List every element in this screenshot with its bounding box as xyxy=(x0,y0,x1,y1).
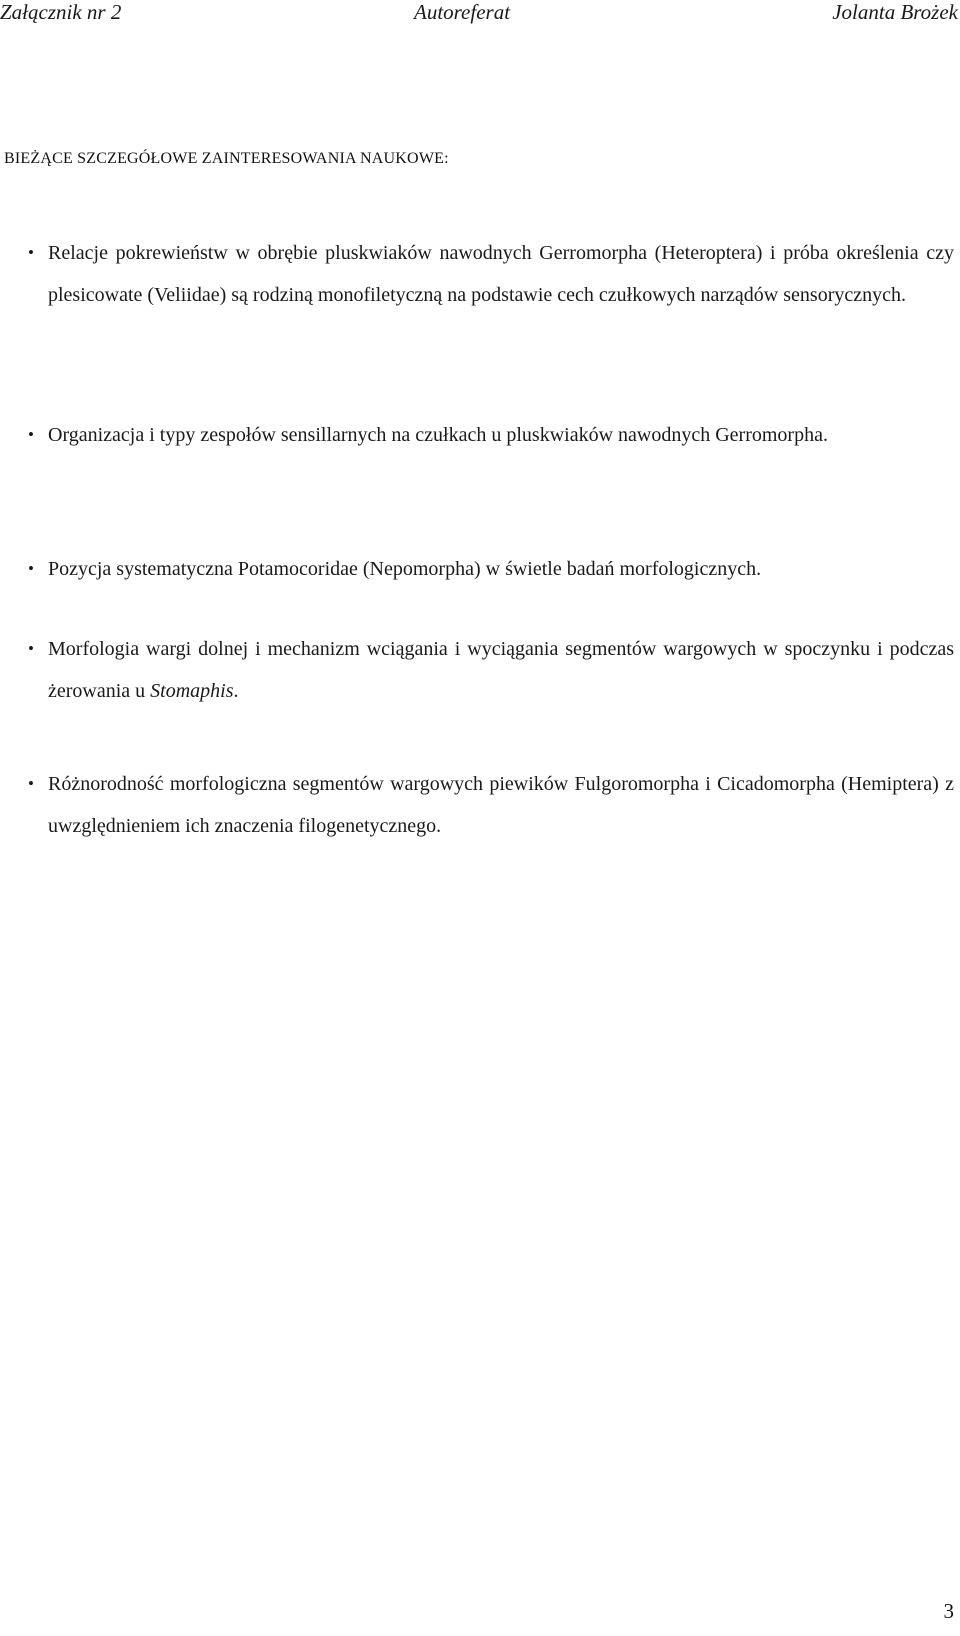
interest-item xyxy=(28,548,954,590)
header-author-name: Jolanta Brożek xyxy=(832,0,958,24)
interest-item-text: Różnorodność morfologiczna segmentów wargowych piewików Fulgoromorpha i Cicadomorpha (Hemiptera) z uwzględnieniem ich znaczenia filogenetycznego. xyxy=(48,773,954,837)
page-number: 3 xyxy=(943,1599,954,1623)
interest-item xyxy=(28,628,954,712)
interest-item xyxy=(28,763,954,847)
genus-name: Stomaphis xyxy=(150,680,234,702)
bullet-icon: • xyxy=(28,774,34,793)
interest-item-text xyxy=(48,628,954,712)
header-document-type: Autoreferat xyxy=(414,0,511,24)
interest-item-text: Organizacja i typy zespołów sensillarnych na czułkach u pluskwiaków nawodnych Gerromorpha. xyxy=(48,424,828,446)
interest-item-text-main: Morfologia wargi dolnej i mechanizm wciągania i wyciągania segmentów wargowych w spoczynku i podczas żerowania u xyxy=(48,638,954,702)
interest-item-text-end: . xyxy=(233,680,239,702)
bullet-icon: • xyxy=(28,425,34,444)
interest-item xyxy=(28,232,954,316)
interest-item xyxy=(28,414,954,456)
bullet-icon: • xyxy=(28,243,34,262)
section-heading: BIEŻĄCE SZCZEGÓŁOWE ZAINTERESOWANIA NAUKOWE: xyxy=(4,150,449,167)
bullet-icon: • xyxy=(28,559,34,578)
bullet-icon: • xyxy=(28,639,34,658)
header-attachment-label: Załącznik nr 2 xyxy=(0,0,122,24)
interest-item-text: Relacje pokrewieństw w obrębie pluskwiaków nawodnych Gerromorpha (Heteroptera) i próba określenia czy plesicowate (Veliidae) są rodziną monofiletyczną na podstawie cech czułkowych narządów sensorycznych. xyxy=(48,242,954,306)
interest-item-text: Pozycja systematyczna Potamocoridae (Nepomorpha) w świetle badań morfologicznych. xyxy=(48,558,762,580)
running-header xyxy=(0,0,960,30)
